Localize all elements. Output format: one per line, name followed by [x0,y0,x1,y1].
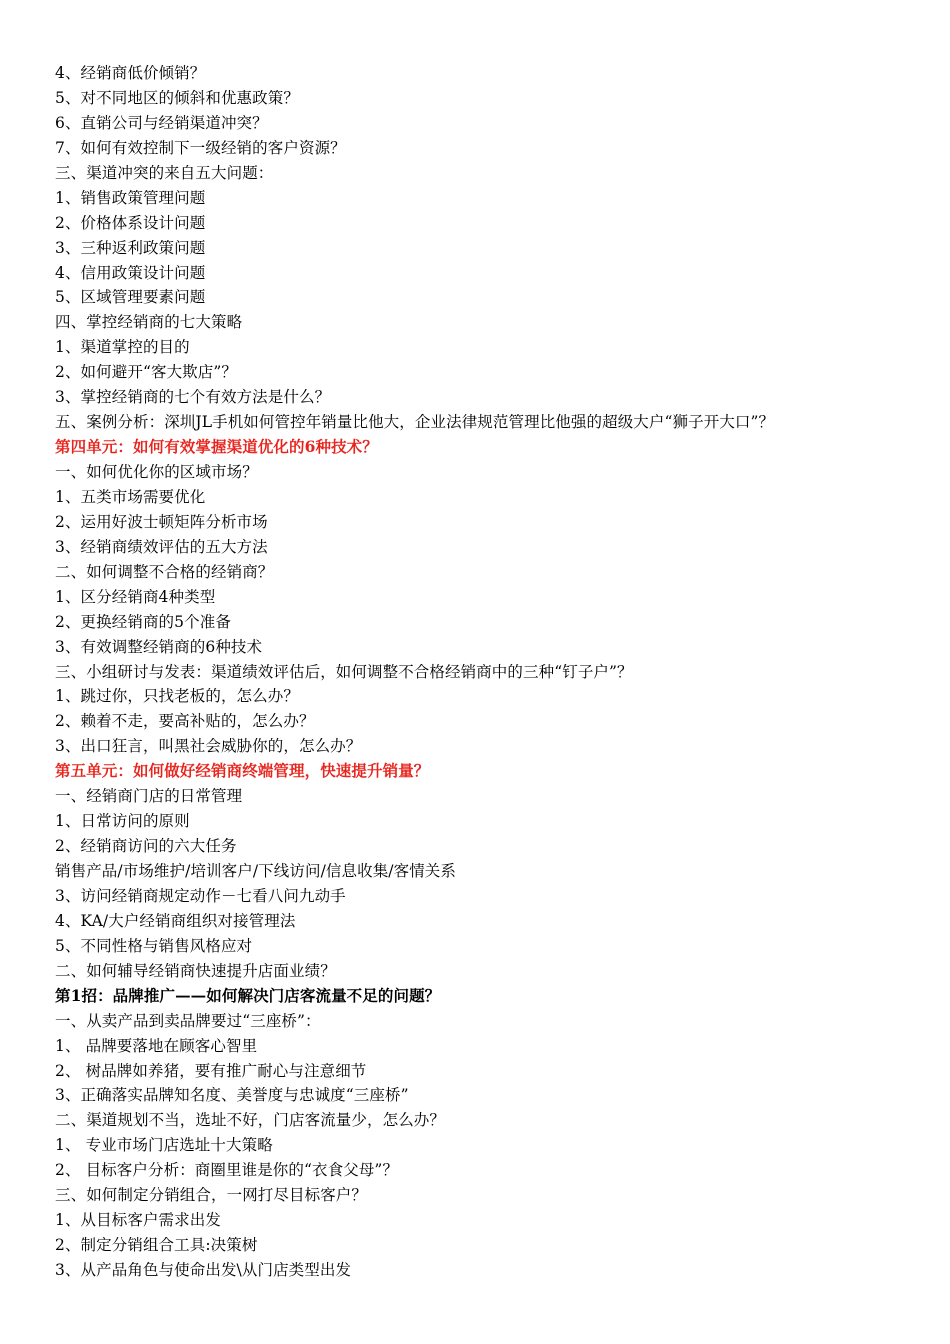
text-line: 2、运用好波士顿矩阵分析市场 [55,512,268,531]
text-line: 3、访问经销商规定动作－七看八问九动手 [55,886,346,905]
document-body [55,61,915,1283]
text-line: 5、不同性格与销售风格应对 [55,936,253,955]
unit-heading: 第四单元：如何有效掌握渠道优化的6种技术？ [55,437,378,457]
text-line: 二、渠道规划不当，选址不好，门店客流量少，怎么办？ [55,1111,446,1130]
text-line: 一、经销商门店的日常管理 [55,787,243,806]
text-line: 3、三种返利政策问题 [55,238,206,257]
text-line: 1、跳过你，只找老板的，怎么办？ [55,687,299,706]
text-line: 2、价格体系设计问题 [55,213,206,232]
text-line: 1、 专业市场门店选址十大策略 [55,1136,273,1155]
text-line: 五、案例分析：深圳JL手机如何管控年销量比他大，企业法律规范管理比他强的超级大户“狮子开大口”？ [55,413,775,432]
text-line: 三、小组研讨与发表：渠道绩效评估后，如何调整不合格经销商中的三种“钉子户”？ [55,662,633,681]
text-line: 销售产品/市场维护/培训客户/下线访问/信息收集/客情关系 [55,862,457,880]
text-line: 1、日常访问的原则 [55,812,190,831]
text-line: 4、信用政策设计问题 [55,263,206,282]
text-line: 2、更换经销商的5个准备 [55,612,231,631]
text-line: 1、从目标客户需求出发 [55,1211,221,1230]
text-line: 2、赖着不走，要高补贴的，怎么办？ [55,712,315,731]
section-heading: 第1招：品牌推广——如何解决门店客流量不足的问题？ [55,985,441,1005]
text-line: 3、经销商绩效评估的五大方法 [55,537,268,556]
text-line: 1、 品牌要落地在顾客心智里 [55,1036,258,1055]
text-line: 3、从产品角色与使命出发\从门店类型出发 [55,1261,352,1279]
text-line: 1、五类市场需要优化 [55,487,206,506]
text-line: 4、经销商低价倾销？ [55,64,206,82]
text-line: 3、正确落实品牌知名度、美誉度与忠诚度“三座桥” [55,1086,409,1105]
text-line: 3、有效调整经销商的6种技术 [55,637,263,656]
text-line: 3、出口狂言，叫黑社会威胁你的，怎么办？ [55,737,362,756]
text-line: 2、 目标客户分析：商圈里谁是你的“衣食父母”？ [55,1161,399,1180]
text-line: 5、区域管理要素问题 [55,288,206,307]
text-line: 7、如何有效控制下一级经销的客户资源？ [55,138,346,157]
text-line: 一、如何优化你的区域市场？ [55,463,258,481]
text-line: 二、如何调整不合格的经销商？ [55,562,274,581]
text-line: 2、制定分销组合工具:决策树 [55,1236,258,1255]
text-line: 三、渠道冲突的来自五大问题： [55,163,274,182]
text-line: 一、从卖产品到卖品牌要过“三座桥”： [55,1011,321,1030]
text-line: 5、对不同地区的倾斜和优惠政策？ [55,88,299,107]
text-line: 1、区分经销商4种类型 [55,587,216,606]
text-line: 2、 树品牌如养猪，要有推广耐心与注意细节 [55,1061,367,1080]
unit-heading: 第五单元：如何做好经销商终端管理，快速提升销量？ [55,761,430,781]
text-line: 4、KA/大户经销商组织对接管理法 [55,911,296,930]
text-line: 三、如何制定分销组合，一网打尽目标客户？ [55,1186,368,1205]
text-line: 1、销售政策管理问题 [55,188,206,207]
text-line: 2、经销商访问的六大任务 [55,837,237,856]
text-line: 3、掌控经销商的七个有效方法是什么？ [55,388,331,407]
text-line: 2、如何避开“客大欺店”？ [55,363,238,382]
text-line: 二、如何辅导经销商快速提升店面业绩？ [55,961,336,980]
text-line: 6、直销公司与经销渠道冲突？ [55,113,268,132]
text-line: 1、渠道掌控的目的 [55,338,190,357]
text-line: 四、掌控经销商的七大策略 [55,313,243,332]
